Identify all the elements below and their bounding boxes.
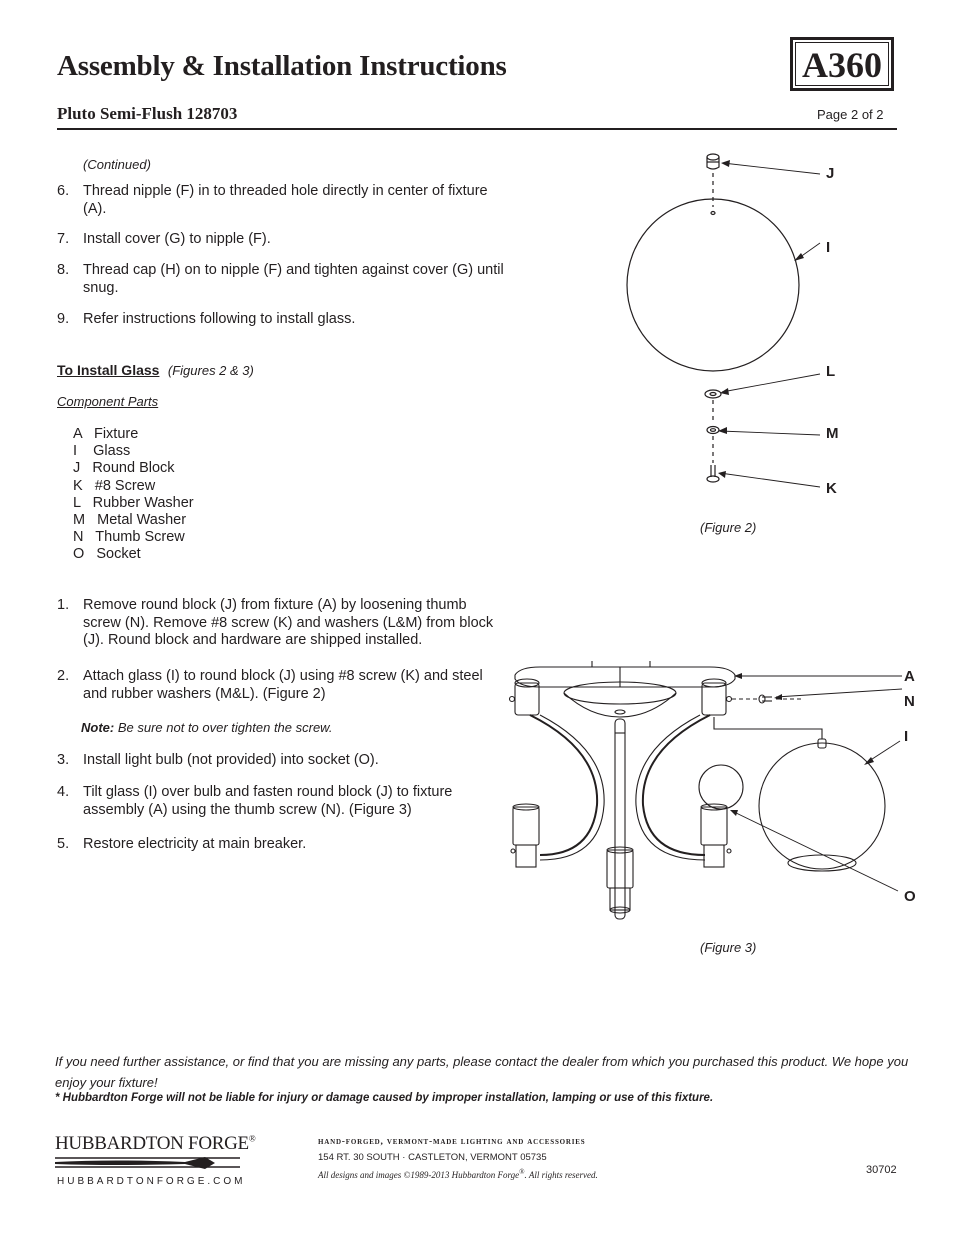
step-text: Attach glass (I) to round block (J) using #8 screw (K) and steel and rubber washers (M&L). (Figure 2) <box>83 668 483 702</box>
note <box>81 720 332 735</box>
part-item: K #8 Screw <box>73 477 156 494</box>
step-text: Thread cap (H) on to nipple (F) and tighten against cover (G) until snug. <box>83 262 504 296</box>
step-item <box>57 752 507 770</box>
center-socket-part <box>607 847 633 913</box>
step-number: 1. <box>57 597 70 613</box>
step-text: Refer instructions following to install glass. <box>83 311 356 327</box>
glass-globe-part <box>759 739 885 871</box>
step-text: Tilt glass (I) over bulb and fasten round block (J) to fixture assembly (A) using the thumb screw (N). (Figure 3) <box>83 784 453 818</box>
left-cup-part <box>510 679 540 715</box>
step-item <box>57 231 507 249</box>
part-item: I Glass <box>73 443 131 460</box>
figure-3-diagram <box>500 655 910 930</box>
company-tagline: hand-forged, vermont-made lighting and accessories <box>318 1137 586 1147</box>
step-item <box>57 784 507 819</box>
label-i: I <box>904 728 909 745</box>
doc-code-badge <box>790 37 894 91</box>
product-name: Pluto Semi-Flush 128703 <box>57 104 238 123</box>
label-m: M <box>826 425 839 442</box>
note-label: Note: <box>81 720 115 735</box>
doc-code: A360 <box>795 42 889 86</box>
component-parts-label: Component Parts <box>57 394 159 409</box>
label-l: L <box>826 363 836 380</box>
round-block-part <box>707 154 719 169</box>
copyright-suffix: . All rights reserved. <box>524 1170 598 1180</box>
page-number: Page 2 of 2 <box>817 107 884 122</box>
part-item: M Metal Washer <box>73 512 187 529</box>
registered-mark: ® <box>248 1133 256 1144</box>
page-title: Assembly & Installation Instructions <box>57 50 507 82</box>
company-address: 154 RT. 30 SOUTH · CASTLETON, VERMONT 05735 <box>318 1152 547 1163</box>
leader-line-n <box>776 689 902 697</box>
leader-line-j <box>723 163 820 174</box>
right-arm <box>643 715 710 855</box>
step-item <box>57 311 507 329</box>
label-i: I <box>826 239 831 256</box>
install-glass-heading: To Install Glass <box>57 362 160 378</box>
step-item <box>57 597 507 650</box>
section-heading <box>57 362 254 380</box>
right-arm-inner <box>636 715 705 860</box>
part-item: N Thumb Screw <box>73 529 185 546</box>
light-bulb <box>699 765 743 809</box>
part-item: A Fixture <box>73 426 139 442</box>
screw-part <box>707 465 719 482</box>
document-number: 30702 <box>866 1164 897 1176</box>
step-text: Remove round block (J) from fixture (A) by loosening thumb screw (N). Remove #8 screw (K) and washers (L&M) from block (J). Round block and hardware are shipped installed. <box>83 597 494 648</box>
leader-line-o <box>732 811 898 891</box>
step-number: 6. <box>57 183 70 199</box>
leader-line-l <box>722 374 820 392</box>
step-text: Install light bulb (not provided) into socket (O). <box>83 752 379 768</box>
step-number: 7. <box>57 231 70 247</box>
step-item <box>57 183 507 218</box>
step-item <box>57 836 507 854</box>
figure-2-caption: (Figure 2) <box>700 520 757 535</box>
brand-logo-mark <box>55 1155 245 1171</box>
parts-list <box>73 426 194 564</box>
header-divider <box>57 128 897 130</box>
brand-name: HUBBARDTON FORGE <box>55 1133 249 1154</box>
step-number: 9. <box>57 311 70 327</box>
copyright-text: All designs and images ©1989-2013 Hubbardton Forge <box>318 1170 520 1180</box>
label-j: J <box>826 165 835 182</box>
figure-2-diagram <box>600 145 900 505</box>
label-a: A <box>904 668 915 685</box>
step-item <box>57 262 507 297</box>
glass-globe-part <box>627 199 799 371</box>
rubber-washer-part <box>705 390 721 398</box>
copyright-registered-mark: ® <box>519 1168 525 1176</box>
thumb-screw-part <box>759 695 772 703</box>
metal-washer-part <box>707 427 719 434</box>
brand-logo <box>55 1133 255 1155</box>
step-number: 2. <box>57 668 70 684</box>
right-socket-part <box>699 765 743 867</box>
left-arm-inner <box>540 715 604 860</box>
part-item: O Socket <box>73 546 141 563</box>
left-socket-part <box>511 804 539 867</box>
left-arm <box>530 715 597 855</box>
center-stem-part <box>615 719 625 919</box>
note-text: Be sure not to over tighten the screw. <box>117 720 333 735</box>
website-url: HUBBARDTONFORGE.COM <box>57 1176 246 1187</box>
step-number: 5. <box>57 836 70 852</box>
label-k: K <box>826 480 837 497</box>
step-text: Install cover (G) to nipple (F). <box>83 231 271 247</box>
glass-guide-line <box>714 717 822 739</box>
step-text: Thread nipple (F) in to threaded hole directly in center of fixture (A). <box>83 183 488 217</box>
step-number: 4. <box>57 784 70 800</box>
leader-line-m <box>720 431 820 435</box>
part-item: J Round Block <box>73 460 175 477</box>
liability-disclaimer: * Hubbardton Forge will not be liable for injury or damage caused by improper installation, lamping or use of this fixture. <box>55 1092 714 1104</box>
figure-3-caption: (Figure 3) <box>700 940 757 955</box>
step-number: 8. <box>57 262 70 278</box>
label-n: N <box>904 693 915 710</box>
step-item <box>57 668 507 703</box>
step-text: Restore electricity at main breaker. <box>83 836 307 852</box>
leader-line-k <box>720 473 820 487</box>
assistance-note: If you need further assistance, or find that you are missing any parts, please contact the dealer from which you purchased this product. We hope you enjoy your fixture! <box>55 1054 909 1090</box>
continued-label: (Continued) <box>83 157 151 172</box>
step-number: 3. <box>57 752 70 768</box>
figures-reference: (Figures 2 & 3) <box>167 363 254 378</box>
label-o: O <box>904 888 916 905</box>
part-item: L Rubber Washer <box>73 494 194 511</box>
copyright-notice <box>318 1168 598 1180</box>
